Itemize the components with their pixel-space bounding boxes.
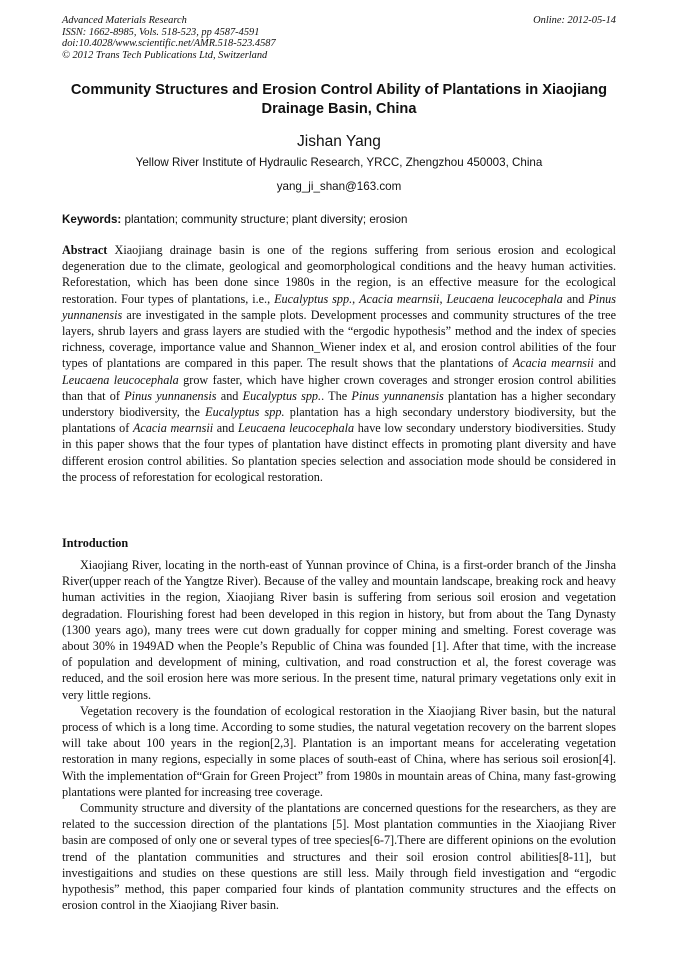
author-affiliation: Yellow River Institute of Hydraulic Research, YRCC, Zhengzhou 450003, China — [135, 156, 543, 169]
author-email: yang_ji_shan@163.com — [276, 180, 402, 193]
paper-title: Community Structures and Erosion Control Ability of Plantations in Xiaojiang Drainage Basin, China — [70, 82, 608, 117]
section-heading-introduction: Introduction — [62, 536, 129, 550]
species-name: Pinus yunnanensis — [62, 291, 616, 322]
species-name: Leucaena leucocephala — [238, 421, 355, 436]
keywords — [62, 213, 616, 226]
species-name: Acacia mearnsii — [512, 356, 594, 371]
journal-name: Advanced Materials Research — [62, 15, 187, 26]
species-name: Leucaena leucocephala — [446, 291, 563, 306]
abstract-segment: , — [352, 291, 360, 306]
keywords-label: Keywords: — [62, 213, 122, 226]
author-name: Jishan Yang — [297, 133, 381, 150]
issn-line: ISSN: 1662-8985, Vols. 518-523, pp 4587-4591 — [62, 26, 260, 38]
abstract-segment: . The — [321, 388, 352, 403]
abstract-segment: plantation has a higher secondary understory biodiversity, the — [62, 388, 616, 420]
keywords-text: plantation; community structure; plant diversity; erosion — [121, 213, 408, 226]
species-name: Acacia mearnsii — [359, 291, 440, 306]
online-date: Online: 2012-05-14 — [533, 15, 616, 26]
intro-paragraph: Vegetation recovery is the foundation of ecological restoration in the Xiaojiang River basin, but the natural process of which is a long time. According to some studies, the natural vegetation recovery on the barrent slopes will take about 100 years in the region[2,3]. Plantation is an important means for accelerating vegetation restoration in many regions, especially in some places of south-east of China, where has serious soil erosion[4]. With the implementation of“Grain for Green Project” from 1980s in mountain areas of China, many fast-growing plantations were planted for increasing tree coverage. — [62, 703, 616, 799]
abstract-segment: Xiaojiang drainage basin is one of the regions suffering from serious erosion and ecological degeneration due to the climate, geological and geomorphological conditions and the heavy human activities. Reforestation, which has been done since 1980s in the region, is an effective measure for the ecological restoration. Four types of plantations, i.e., — [62, 243, 616, 306]
abstract-segment: plantation has a high secondary understory biodiversity, but the plantations of — [62, 405, 617, 436]
abstract-segment: and — [213, 421, 239, 436]
intro-paragraph: Community structure and diversity of the plantations are concerned questions for the researchers, as they are related to the succession direction of the plantations [5]. Most plantation communties in the Xiaojiang River basin are composed of only one or several types of tree species[6-7].There are different opinions on the evolution trend of the plantation communities and structures and their soil erosion control abilities[8-11], but investigaitions and studies on these questions are still less. Maily through field investigation and “ergodic hypothesis” method, this paper comparied four kinds of plantation community structures and the effects on erosion control in the Xiaojiang River basin. — [62, 801, 616, 913]
species-name: Leucaena leucocephala — [62, 372, 179, 387]
doi-line: doi:10.4028/www.scientific.net/AMR.518-523.4587 — [62, 38, 276, 50]
abstract — [62, 242, 616, 485]
species-name: Pinus yunnanensis — [124, 388, 217, 403]
intro-paragraph: Xiaojiang River, locating in the north-east of Yunnan province of China, is a first-order branch of the Jinsha River(upper reach of the Yangtze River). Because of the valley and mountain landscape, breaking rock and heavy human activities in the region, Xiaojiang River basin is suffering from serious soil erosion and vegetation degradation. Flourishing forest had been developed in this region in history, but from about the Tang Dynasty (1300 years ago), many trees were cut down gradually for copper mining and smelting. Forest coverage was about 30% in 1949AD when the People’s Republic of China was founded [1]. After that time, with the increase of population and development of mining, cultivation, and road construction et al, the forest coverage was reduced, and the soil erosion here was more serious. In the present time, natural primary vegetations only exit in very little regions. — [62, 558, 616, 702]
abstract-segment: , — [439, 291, 447, 306]
copyright-line: © 2012 Trans Tech Publications Ltd, Switzerland — [62, 49, 268, 61]
abstract-segment: are investigated in the sample plots. Development processes and community structures of the tree layers, shrub layers and grass layers are studied with the “ergodic hypothesis” method and the index of species richness, coverage, importance value and Shannon_Wiener index et al, and erosion control abilities of the four types of plantations are compared in this paper. The result shows that the plantations of — [62, 307, 616, 371]
species-name: Acacia mearnsii — [132, 421, 214, 436]
journal-header — [62, 15, 616, 61]
species-name: Pinus yunnanensis — [351, 388, 444, 403]
abstract-segment: have low secondary understory biodiversities. Study in this paper shows that the four types of plantation have distinct effects in promoting plant diversity and have different erosion control abilities. So plantation species selection and association mode should be considered in the process of reforestation for ecological restoration. — [62, 421, 616, 484]
species-name: Eucalyptus spp. — [205, 405, 285, 420]
species-name: Eucalyptus spp. — [274, 291, 353, 306]
abstract-segment: and — [562, 291, 589, 306]
species-name: Eucalyptus spp. — [242, 388, 322, 403]
abstract-segment: and — [593, 356, 616, 371]
abstract-segment: and — [216, 388, 243, 403]
abstract-segment: grow faster, which have higher crown coverages and stronger erosion control abilities than that of — [62, 372, 616, 403]
introduction-body — [62, 557, 616, 913]
abstract-label: Abstract — [62, 243, 108, 257]
abstract-text — [62, 243, 616, 484]
